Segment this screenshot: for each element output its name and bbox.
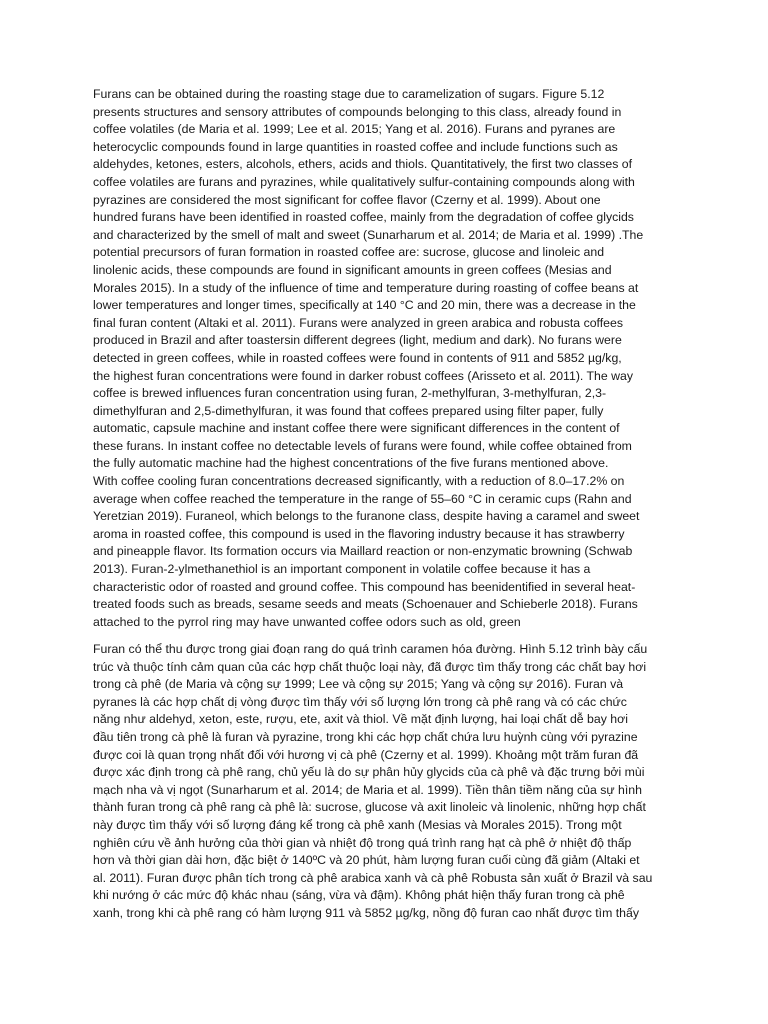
text-line: heterocyclic compounds found in large quantities in roasted coffee and include functions such as <box>93 139 618 154</box>
text-line: presents structures and sensory attributes of compounds belonging to this class, already found in <box>93 104 622 119</box>
text-line: xanh, trong khi cà phê rang có hàm lượng 911 và 5852 µg/kg, nồng độ furan cao nhất được tìm thấy <box>93 905 640 920</box>
text-line: the highest furan concentrations were found in darker robust coffees (Arisseto et al. 2011). The way <box>93 368 633 383</box>
text-line: and pineapple flavor. Its formation occurs via Maillard reaction or non-enzymatic browning (Schwab <box>93 544 633 559</box>
text-line: coffee volatiles (de Maria et al. 1999; Lee et al. 2015; Yang et al. 2016). Furans and pyranes are <box>93 122 616 137</box>
text-line: năng như aldehyd, xeton, este, rượu, ete, axit và thiol. Về mặt định lượng, hai loại chất dễ bay hơi <box>93 712 628 727</box>
text-line: Yeretzian 2019). Furaneol, which belongs to the furanone class, despite having a caramel and sweet <box>93 509 640 524</box>
text-line: nghiên cứu về ảnh hưởng của thời gian và nhiệt độ trong quá trình rang hạt cà phê ở nhiệt độ thấp <box>93 835 632 850</box>
text-line: al. 2011). Furan được phân tích trong cà phê arabica xanh và cà phê Robusta sản xuất ở Brazil và sau <box>93 870 653 885</box>
text-line: lower temperatures and longer times, specifically at 140 °C and 20 min, there was a decrease in the <box>93 298 636 313</box>
text-line: pyranes là các hợp chất dị vòng được tìm thấy với số lượng lớn trong cà phê rang và có các chức <box>93 694 627 709</box>
text-line: pyrazines are considered the most significant for coffee flavor (Czerny et al. 1999). About one <box>93 192 601 207</box>
text-line: hơn và thời gian dài hơn, đặc biệt ở 140ºC và 20 phút, hàm lượng furan cuối cùng đã giảm (Altaki et <box>93 853 640 868</box>
text-line: coffee volatiles are furans and pyrazines, while qualitatively sulfur-containing compounds along with <box>93 174 635 189</box>
text-line: Furan có thể thu được trong giai đoạn rang do quá trình caramen hóa đường. Hình 5.12 trình bày cấu <box>93 642 648 656</box>
text-line: treated foods such as breads, sesame seeds and meats (Schoenauer and Schieberle 2018). Furans <box>93 597 638 612</box>
text-line: này được tìm thấy với số lượng đáng kể trong cà phê xanh (Mesias và Morales 2015). Trong một <box>93 817 622 832</box>
text-line: coffee is brewed influences furan concentration using furan, 2-methylfuran, 3-methylfuran, 2,3- <box>93 386 607 401</box>
text-line: aldehydes, ketones, esters, alcohols, ethers, acids and thiols. Quantitatively, the first two classes of <box>93 157 633 172</box>
english-paragraph <box>93 86 683 631</box>
text-line: thành furan trong cà phê rang cà phê là: sucrose, glucose và axit linoleic và linolenic, những hợp chất <box>93 800 646 815</box>
text-line: final furan content (Altaki et al. 2011). Furans were analyzed in green arabica and robusta coffees <box>93 315 623 330</box>
text-line: Morales 2015). In a study of the influence of time and temperature during roasting of coffee beans at <box>93 280 639 295</box>
text-line: hundred furans have been identified in roasted coffee, mainly from the degradation of coffee glycids <box>93 210 634 225</box>
text-line: Furans can be obtained during the roasting stage due to caramelization of sugars. Figure 5.12 <box>93 87 605 101</box>
text-line: the fully automatic machine had the highest concentrations of the five furans mentioned above. <box>93 456 609 471</box>
text-line: đầu tiên trong cà phê là furan và pyrazine, trong khi các hợp chất chứa lưu huỳnh cùng với pyrazine <box>93 729 638 744</box>
vietnamese-paragraph <box>93 641 683 923</box>
text-line: potential precursors of furan formation in roasted coffee are: sucrose, glucose and linoleic and <box>93 245 605 260</box>
text-line: aroma in roasted coffee, this compound is used in the flavoring industry because it has strawberry <box>93 526 625 541</box>
text-line: detected in green coffees, while in roasted coffees were found in contents of 911 and 5852 µg/kg, <box>93 350 622 365</box>
text-line: and characterized by the smell of malt and sweet (Sunarharum et al. 2014; de Maria et al. 1999) .The <box>93 227 644 242</box>
text-line: With coffee cooling furan concentrations decreased significantly, with a reduction of 8.0–17.2% on <box>93 474 625 489</box>
text-line: attached to the pyrrol ring may have unwanted coffee odors such as old, green <box>93 614 521 629</box>
text-line: characteristic odor of roasted and ground coffee. This compound has beenidentified in several heat- <box>93 579 636 594</box>
text-line: trúc và thuộc tính cảm quan của các hợp chất thuộc loại này, đã được tìm thấy trong các chất bay hơi <box>93 659 647 674</box>
text-line: mạch nha và vị ngọt (Sunarharum et al. 2014; de Maria et al. 1999). Tiền thân tiềm năng của sự hình <box>93 782 642 797</box>
text-line: được xác định trong cà phê rang, chủ yếu là do sự phân hủy glycids của cà phê và đặc trưng bởi mùi <box>93 765 645 780</box>
text-line: these furans. In instant coffee no detectable levels of furans were found, while coffee obtained from <box>93 438 632 453</box>
text-line: 2013). Furan-2-ylmethanethiol is an important component in volatile coffee because it has a <box>93 562 591 577</box>
text-line: linolenic acids, these compounds are found in significant amounts in green coffees (Mesias and <box>93 262 612 277</box>
text-line: được coi là quan trọng nhất đối với hương vị cà phê (Czerny et al. 1999). Khoảng một trăm furan đã <box>93 747 639 762</box>
text-line: automatic, capsule machine and instant coffee there were significant differences in the content of <box>93 421 620 436</box>
text-line: dimethylfuran and 2,5-dimethylfuran, it was found that coffees prepared using filter paper, fully <box>93 403 604 418</box>
text-line: average when coffee reached the temperature in the range of 55–60 °C in ceramic cups (Rahn and <box>93 491 632 506</box>
text-line: produced in Brazil and after toastersin different degrees (light, medium and dark). No furans were <box>93 333 622 348</box>
text-line: trong cà phê (de Maria và cộng sự 1999; Lee và cộng sự 2015; Yang và cộng sự 2016). Furan và <box>93 677 624 692</box>
text-line: khi nướng ở các mức độ khác nhau (sáng, vừa và đậm). Không phát hiện thấy furan trong cà phê <box>93 888 625 903</box>
